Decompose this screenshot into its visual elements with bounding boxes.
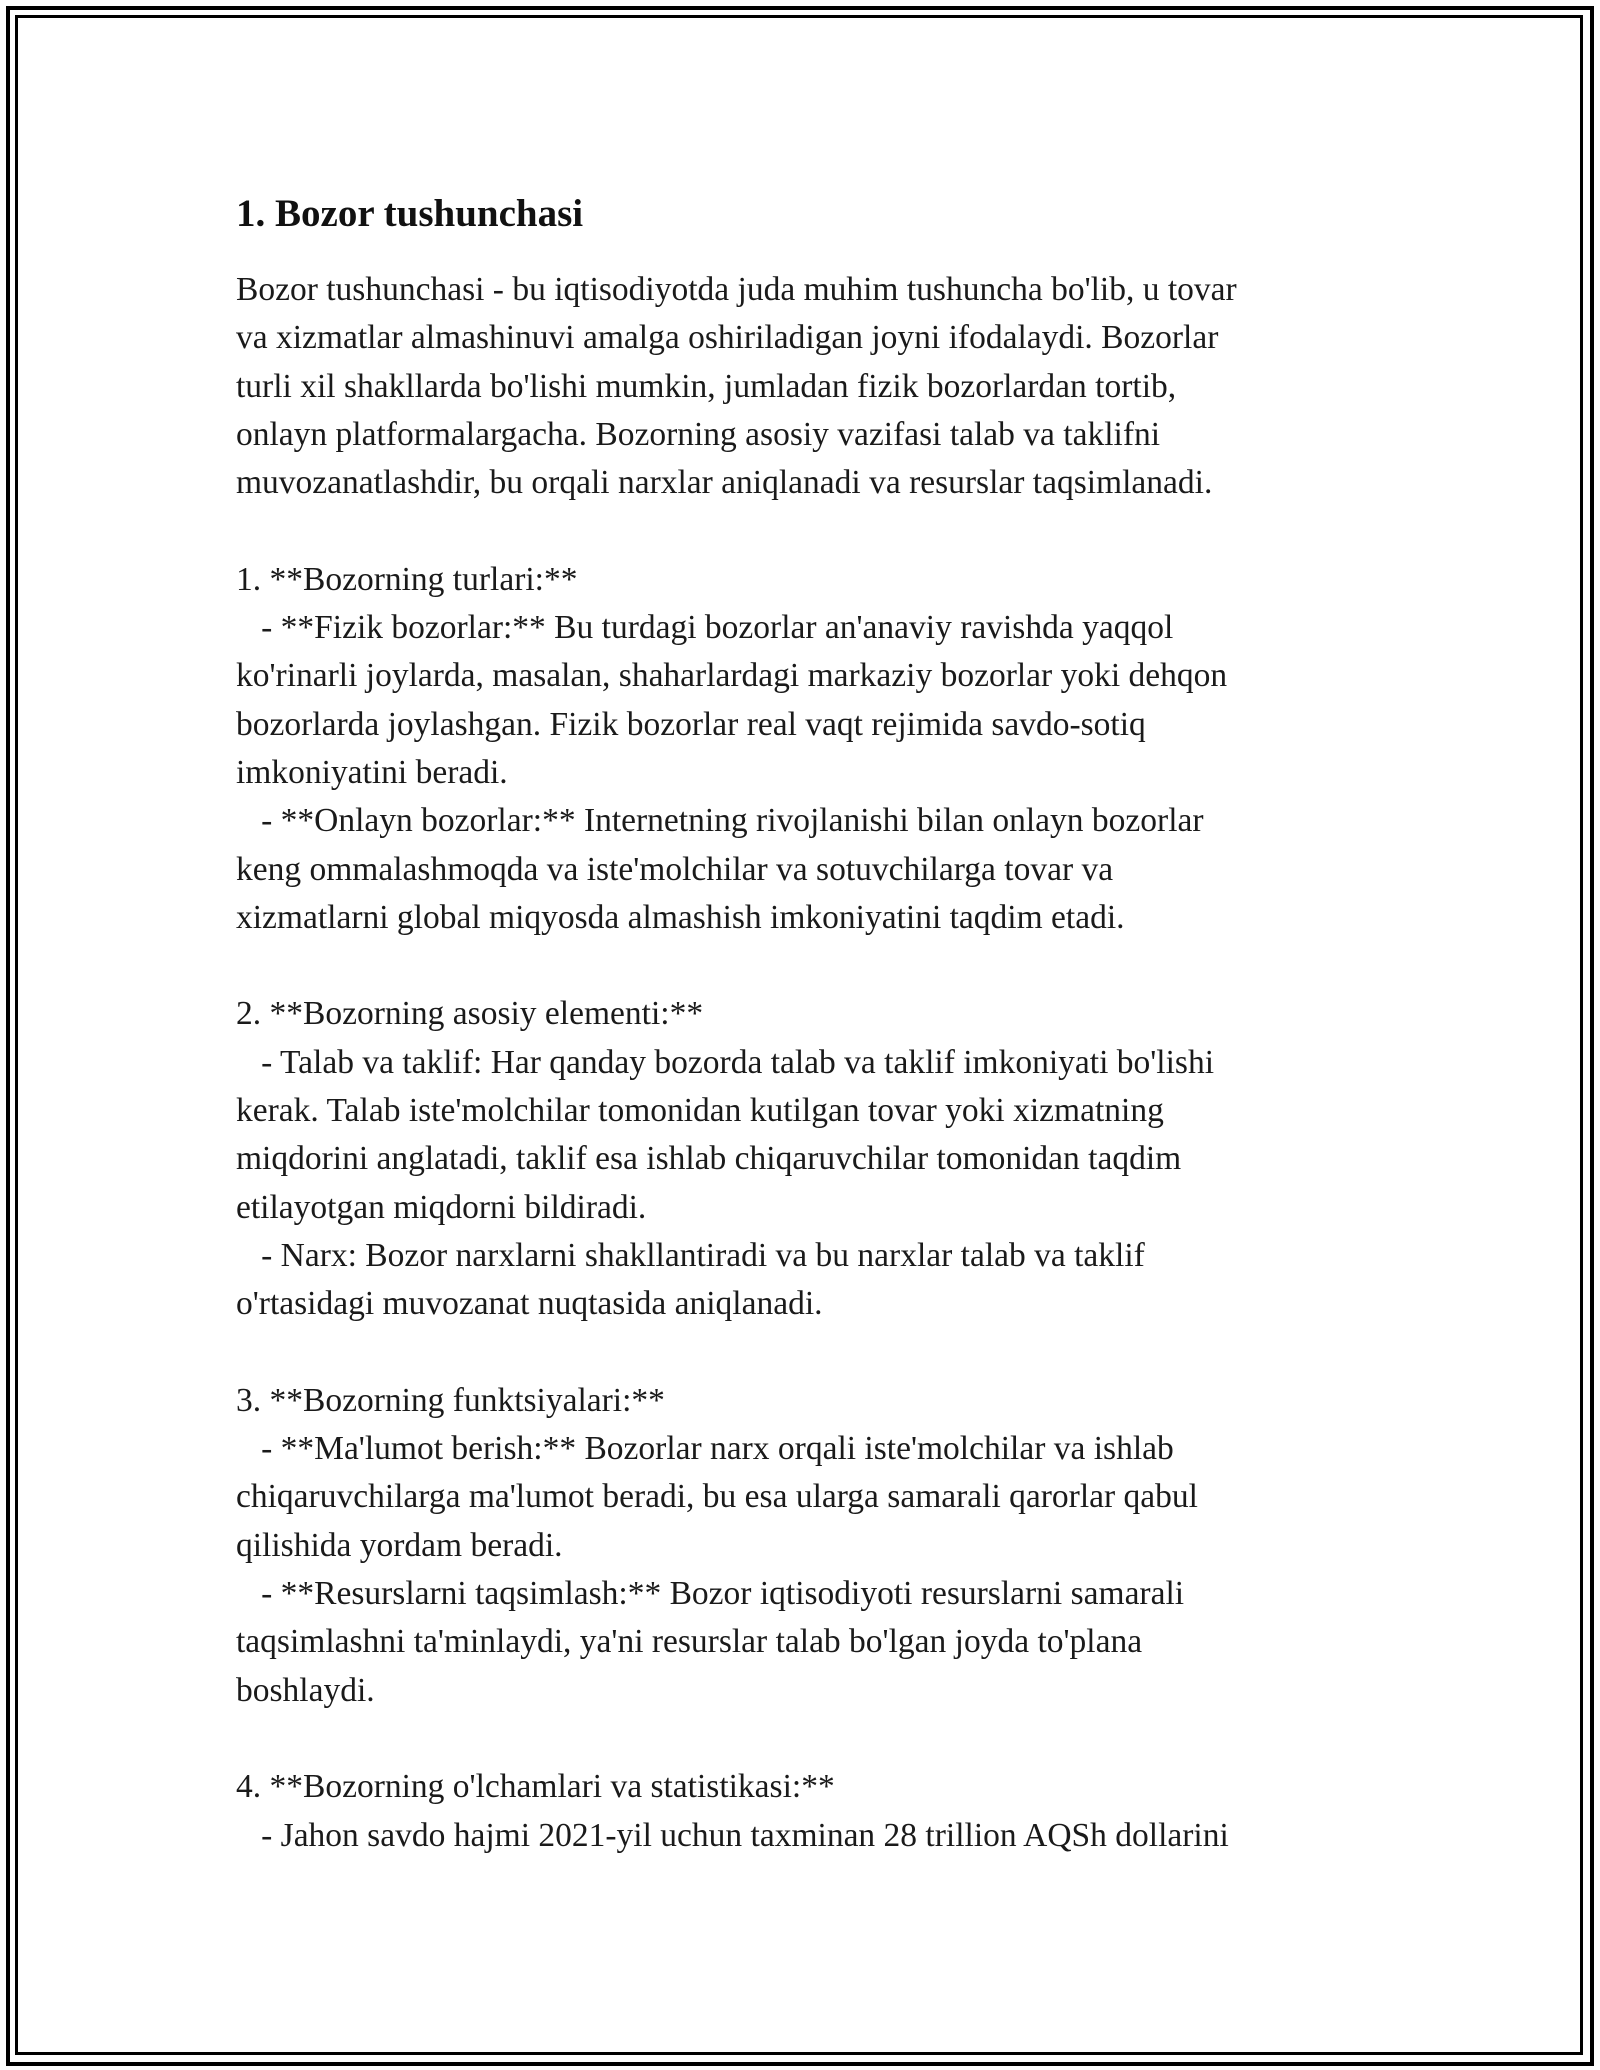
text-line: taqsimlashni ta'minlaydi, ya'ni resurslar talab bo'lgan joyda to'plana xyxy=(236,1623,1143,1661)
text-line: Bozor tushunchasi - bu iqtisodiyotda juda muhim tushuncha bo'lib, u tovar xyxy=(236,271,1237,308)
text-line: - Talab va taklif: Har qanday bozorda talab va taklif imkoniyati bo'lishi xyxy=(236,1043,1215,1081)
text-line: ko'rinarli joylarda, masalan, shaharlardagi markaziy bozorlar yoki dehqon xyxy=(236,657,1228,695)
document-text xyxy=(236,266,1366,1860)
blank-line xyxy=(236,942,1366,990)
text-line: miqdorini anglatadi, taklif esa ishlab chiqaruvchilar tomonidan taqdim xyxy=(236,1140,1182,1178)
text-line: o'rtasidagi muvozanat nuqtasida aniqlanadi. xyxy=(236,1285,823,1323)
text-line: 1. **Bozorning turlari:** xyxy=(236,560,578,598)
text-line: - **Resurslarni taqsimlash:** Bozor iqtisodiyoti resurslarni samarali xyxy=(236,1575,1185,1613)
text-line: - **Onlayn bozorlar:** Internetning rivojlanishi bilan onlayn bozorlar xyxy=(236,802,1204,840)
text-line: - **Ma'lumot berish:** Bozorlar narx orqali iste'molchilar va ishlab xyxy=(236,1430,1174,1468)
text-line: bozorlarda joylashgan. Fizik bozorlar real vaqt rejimida savdo-sotiq xyxy=(236,705,1146,743)
blank-line xyxy=(236,1715,1366,1763)
text-line: qilishida yordam beradi. xyxy=(236,1526,563,1564)
text-line: 2. **Bozorning asosiy elementi:** xyxy=(236,995,704,1033)
text-line: kerak. Talab iste'molchilar tomonidan kutilgan tovar yoki xizmatning xyxy=(236,1092,1164,1130)
text-line: 4. **Bozorning o'lchamlari va statistikasi:** xyxy=(236,1768,835,1806)
text-line: xizmatlarni global miqyosda almashish imkoniyatini taqdim etadi. xyxy=(236,898,1125,936)
blank-line xyxy=(236,507,1366,555)
text-line: imkoniyatini beradi. xyxy=(236,753,508,791)
text-line: muvozanatlashdir, bu orqali narxlar aniqlanadi va resurslar taqsimlanadi. xyxy=(236,464,1213,502)
document-body xyxy=(236,186,1366,1860)
blank-line xyxy=(236,1329,1366,1377)
text-line: turli xil shakllarda bo'lishi mumkin, jumladan fizik bozorlardan tortib, xyxy=(236,367,1177,405)
text-line: 3. **Bozorning funktsiyalari:** xyxy=(236,1381,665,1419)
section-heading: 1. Bozor tushunchasi xyxy=(236,192,584,235)
text-line: keng ommalashmoqda va iste'molchilar va sotuvchilarga tovar va xyxy=(236,850,1114,888)
text-line: - Narx: Bozor narxlarni shakllantiradi va bu narxlar talab va taklif xyxy=(236,1236,1145,1274)
text-line: - **Fizik bozorlar:** Bu turdagi bozorlar an'anaviy ravishda yaqqol xyxy=(236,609,1174,647)
text-line: - Jahon savdo hajmi 2021-yil uchun taxminan 28 trillion AQSh dollarini xyxy=(236,1816,1229,1854)
text-line: etilayotgan miqdorni bildiradi. xyxy=(236,1188,647,1226)
text-line: boshlaydi. xyxy=(236,1671,375,1709)
text-line: onlayn platformalargacha. Bozorning asosiy vazifasi talab va taklifni xyxy=(236,415,1161,453)
text-line: chiqaruvchilarga ma'lumot beradi, bu esa ularga samarali qarorlar qabul xyxy=(236,1478,1198,1516)
text-line: va xizmatlar almashinuvi amalga oshiriladigan joyni ifodalaydi. Bozorlar xyxy=(236,319,1219,357)
